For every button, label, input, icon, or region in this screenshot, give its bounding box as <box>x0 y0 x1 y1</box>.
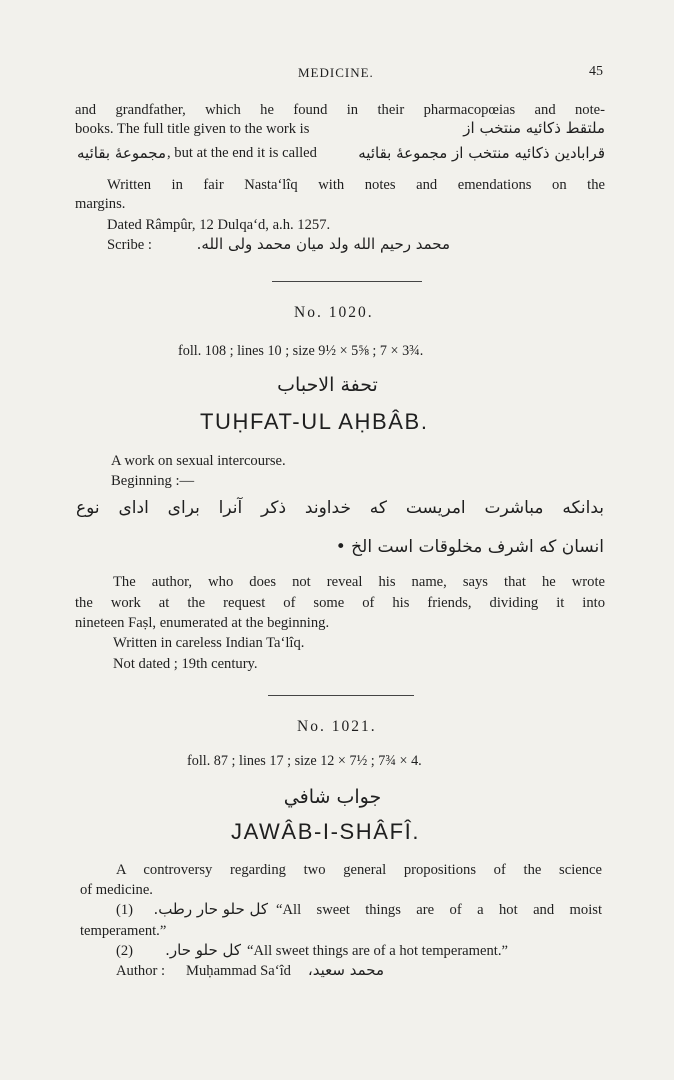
text-line: temperament.” <box>80 923 167 939</box>
scribe-name-arabic: محمد رحیم الله ولد میان محمد ولی الله. <box>196 235 450 253</box>
proposition-translation: “All sweet things are of a hot and moist <box>276 902 602 918</box>
running-title: MEDICINE. <box>298 65 374 80</box>
text-line: of medicine. <box>80 882 153 898</box>
entry-title: TUḤFAT-UL AḤBÂB. <box>200 409 429 434</box>
arabic-phrase: مجموعهٔ بقائیه <box>77 144 166 162</box>
arabic-phrase: قرابادین ذکائیه منتخب از مجموعهٔ بقائیه <box>358 144 605 162</box>
entry-specs: foll. 87 ; lines 17 ; size 12 × 7½ ; 7¾ × 4. <box>187 753 422 769</box>
author-label: Author : <box>116 963 166 979</box>
page-number: 45 <box>589 64 603 79</box>
body-text: books. The full title given to the work is <box>75 121 310 137</box>
text-line: and grandfather, which he found in their pharmacopœias and note- <box>75 102 605 118</box>
proposition-translation: “All sweet things are of a hot temperament.” <box>247 943 508 959</box>
body-text: , but at the end it is called <box>167 145 317 161</box>
incipit-line: بدانکه مباشرت امریست که خداوند ذکر آنرا برای ادای نوع <box>76 498 604 518</box>
arabic-title: جواب شافي <box>283 786 382 808</box>
entry-number: No. 1021. <box>297 718 377 735</box>
entry-specs: foll. 108 ; lines 10 ; size 9½ × 5⅝ ; 7 × 3¾. <box>178 343 424 359</box>
text-line: Written in careless Indian Ta‘lîq. <box>113 635 305 651</box>
text-line: A work on sexual intercourse. <box>111 453 286 469</box>
text-line <box>75 120 309 139</box>
entry-title: JAWÂB-I-SHÂFÎ. <box>231 819 421 844</box>
text-line: Dated Râmpûr, 12 Dulqa‘d, a.h. 1257. <box>107 217 331 233</box>
incipit-line: انسان که اشرف مخلوقات است الخ • <box>335 537 604 557</box>
text-line: nineteen Faṣl, enumerated at the beginning. <box>75 615 330 631</box>
arabic-title: تحفة الاحباب <box>277 374 378 396</box>
text-line: A controversy regarding two general propositions of the science <box>116 862 602 878</box>
text-line: margins. <box>75 196 126 212</box>
proposition-number: (2) <box>116 943 134 959</box>
proposition-arabic: كل حلو حار رطب. <box>153 900 268 918</box>
text-line: Written in fair Nasta‘lîq with notes and emendations on the <box>107 177 605 193</box>
author-name-arabic: محمد سعید، <box>307 961 384 979</box>
author-name: Muḥammad Sa‘îd <box>186 963 291 979</box>
scribe-label: Scribe : <box>107 237 152 253</box>
proposition-number: (1) <box>116 902 134 918</box>
text-line: Beginning :— <box>111 473 195 489</box>
section-divider <box>268 695 414 696</box>
arabic-phrase: ملتقط ذکائیه منتخب از <box>463 119 605 137</box>
text-line: The author, who does not reveal his name, says that he wrote <box>113 574 605 590</box>
section-divider <box>272 281 422 282</box>
entry-number: No. 1020. <box>294 304 374 321</box>
proposition-arabic: كل حلو حار. <box>165 941 241 959</box>
text-line: Not dated ; 19th century. <box>113 656 258 672</box>
text-line: the work at the request of some of his friends, dividing it into <box>75 595 605 611</box>
